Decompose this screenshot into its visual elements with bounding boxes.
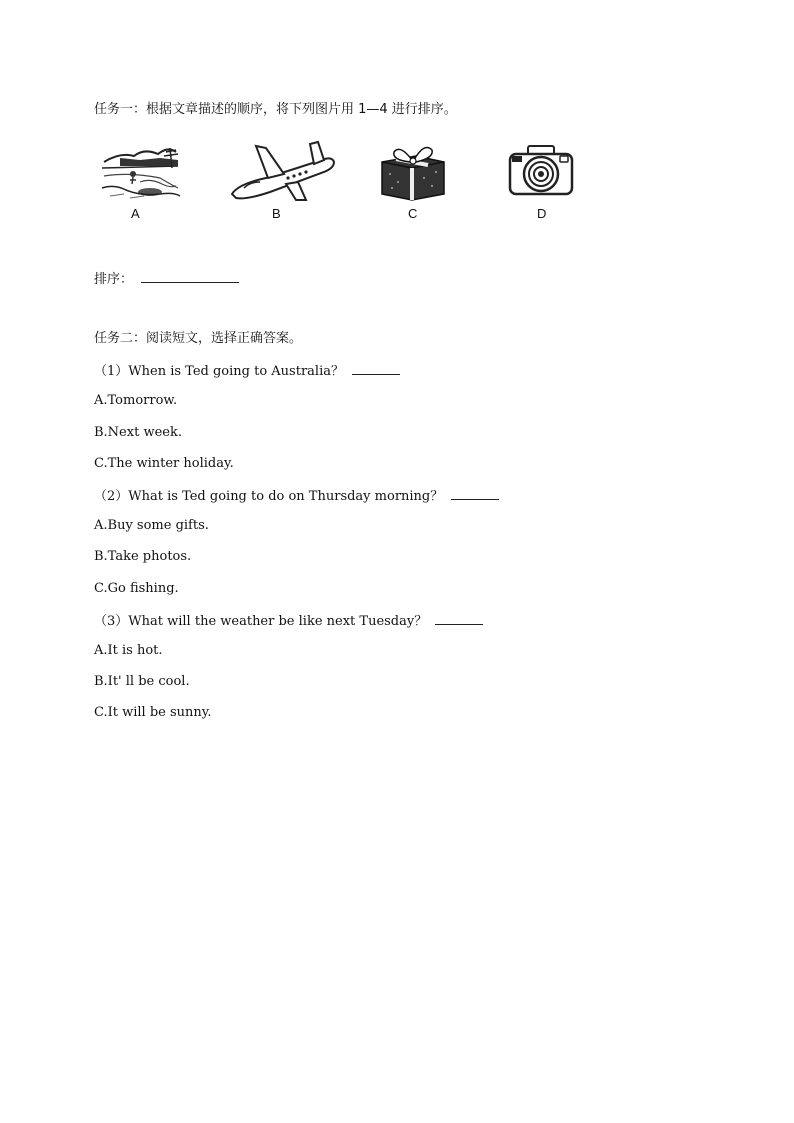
airplane-icon [226,138,338,204]
question-3-answer-blank[interactable] [435,612,483,625]
task1-title: 任务一：根据文章描述的顺序，将下列图片用 1—4 进行排序。 [94,102,457,117]
picture-label-a: A [131,206,140,221]
question-3-text: （3）What will the weather be like next Tuesday？ [94,614,428,629]
gift-box-icon [376,138,450,204]
order-row [94,270,239,288]
question-1-text: （1）When is Ted going to Australia？ [94,364,344,379]
beach-scene-icon [100,138,182,204]
question-2-option-c: C.Go fishing. [94,581,179,596]
question-1-option-a: A.Tomorrow. [94,393,178,408]
task2-title: 任务二：阅读短文，选择正确答案。 [94,331,303,346]
question-2-text: （2）What is Ted going to do on Thursday morning？ [94,489,444,504]
picture-label-b: B [272,206,281,221]
question-3-option-a: A.It is hot. [94,643,163,658]
order-label: 排序： [94,272,134,287]
question-1-answer-blank[interactable] [352,362,400,375]
question-1 [94,362,400,380]
question-1-option-b: B.Next week. [94,425,182,440]
order-answer-blank[interactable] [141,270,239,283]
question-2-option-a: A.Buy some gifts. [94,518,209,533]
question-1-option-c: C.The winter holiday. [94,456,234,471]
picture-label-c: C [408,206,418,221]
picture-label-d: D [537,206,547,221]
question-3 [94,612,483,630]
question-3-option-c: C.It will be sunny. [94,705,212,720]
question-3-option-b: B.It' ll be cool. [94,674,190,689]
camera-icon [506,138,578,204]
question-2-option-b: B.Take photos. [94,549,192,564]
question-2 [94,487,499,505]
question-2-answer-blank[interactable] [451,487,499,500]
